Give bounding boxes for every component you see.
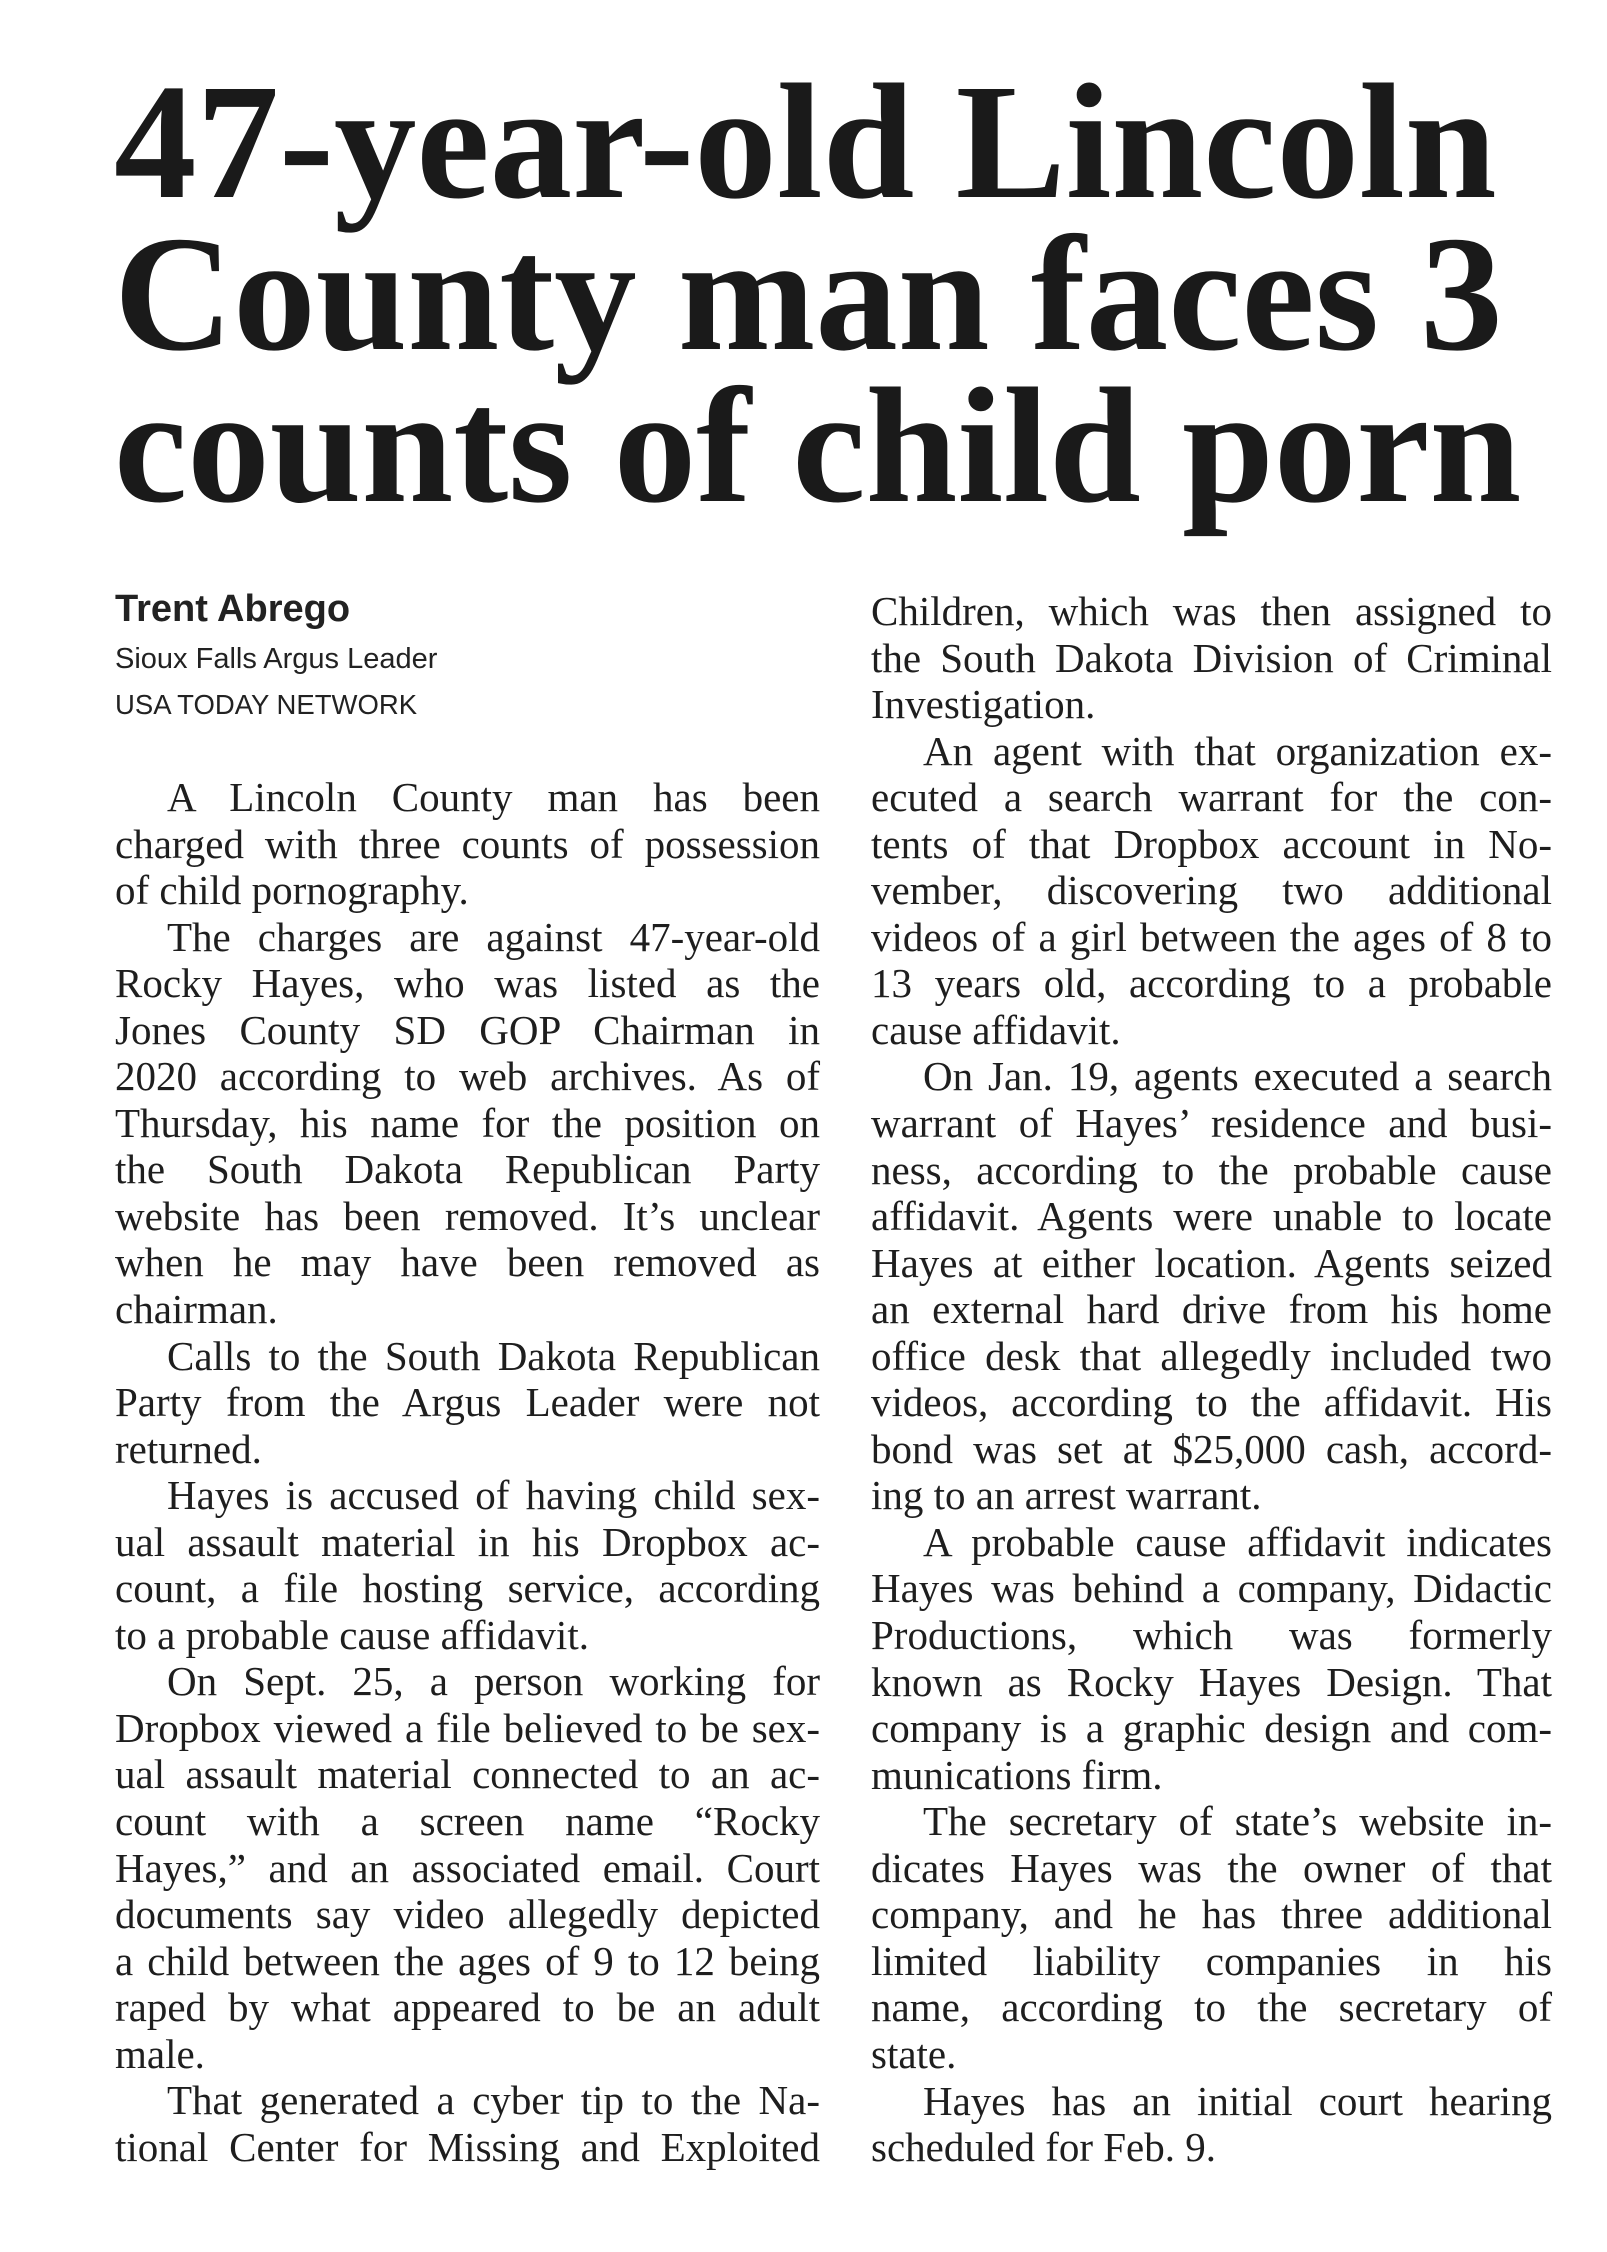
body-line: the South Dakota Republican Party: [115, 1146, 820, 1193]
body-line: returned.: [115, 1425, 262, 1472]
body-line: dicates Hayes was the owner of that: [871, 1844, 1552, 1891]
body-line: state.: [871, 2030, 957, 2077]
body-line: count, a file hosting service, according: [115, 1565, 820, 1612]
paragraph: [871, 728, 1552, 1054]
article-column-left: [115, 774, 820, 2170]
body-line: office desk that allegedly included two: [871, 1332, 1552, 1379]
body-line: videos of a girl between the ages of 8 to: [871, 913, 1552, 960]
body-line: company, and he has three additional: [871, 1891, 1552, 1938]
body-line: Productions, which was formerly: [871, 1612, 1552, 1659]
body-line: A probable cause affidavit indicates: [923, 1518, 1552, 1565]
byline-author: Trent Abrego: [115, 588, 351, 630]
byline-publication: Sioux Falls Argus Leader: [115, 643, 438, 675]
paragraph: [115, 2077, 820, 2170]
body-line: an external hard drive from his home: [871, 1286, 1552, 1333]
paragraph: [115, 1472, 820, 1658]
paragraph: [871, 1798, 1552, 2077]
paragraph-continued: [871, 588, 1552, 728]
paragraph: [115, 774, 820, 914]
body-line: That generated a cyber tip to the Na-: [167, 2077, 820, 2124]
body-line: The secretary of state’s website in-: [923, 1798, 1552, 1845]
headline-line: counts of child porn: [114, 354, 1522, 537]
body-line: munications firm.: [871, 1751, 1163, 1798]
paragraph: [871, 1053, 1552, 1518]
body-line: ecuted a search warrant for the con-: [871, 774, 1552, 821]
body-line: website has been removed. It’s unclear: [115, 1192, 820, 1239]
body-line: 2020 according to web archives. As of: [115, 1053, 820, 1100]
body-line: Rocky Hayes, who was listed as the: [115, 960, 820, 1007]
body-line: Hayes was behind a company, Didactic: [871, 1565, 1552, 1612]
body-line: vember, discovering two additional: [871, 867, 1552, 914]
body-line: Calls to the South Dakota Republican: [167, 1332, 820, 1379]
byline-network: USA TODAY NETWORK: [115, 689, 418, 720]
paragraph: [115, 1333, 820, 1473]
body-line: Children, which was then assigned to: [871, 588, 1552, 634]
body-line: the South Dakota Division of Criminal: [871, 634, 1552, 681]
body-line: Hayes,” and an associated email. Court: [115, 1844, 820, 1891]
paragraph: [871, 2078, 1552, 2171]
headline-line: 47-year-old Lincoln: [114, 50, 1497, 233]
body-line: ual assault material connected to an ac-: [115, 1751, 820, 1798]
body-line: Jones County SD GOP Chairman in: [115, 1006, 820, 1053]
body-line: scheduled for Feb. 9.: [871, 2124, 1216, 2171]
body-line: count with a screen name “Rocky: [115, 1798, 820, 1845]
body-line: Investigation.: [871, 681, 1096, 728]
body-line: ness, according to the probable cause: [871, 1146, 1552, 1193]
body-line: warrant of Hayes’ residence and busi-: [871, 1100, 1552, 1147]
body-line: Hayes at either location. Agents seized: [871, 1239, 1552, 1286]
body-line: tents of that Dropbox account in No-: [871, 820, 1552, 867]
body-line: to a probable cause affidavit.: [115, 1611, 589, 1658]
body-line: Hayes is accused of having child sex-: [167, 1472, 820, 1519]
body-line: charged with three counts of possession: [115, 820, 820, 867]
body-line: limited liability companies in his: [871, 1937, 1552, 1984]
body-line: tional Center for Missing and Exploited: [115, 2123, 820, 2170]
body-line: On Sept. 25, a person working for: [167, 1658, 820, 1705]
paragraph: [115, 914, 820, 1333]
body-line: raped by what appeared to be an adult: [115, 1984, 820, 2031]
body-line: videos, according to the affidavit. His: [871, 1379, 1552, 1426]
body-line: A Lincoln County man has been: [167, 774, 820, 820]
body-line: Dropbox viewed a file believed to be sex-: [115, 1704, 820, 1751]
body-line: chairman.: [115, 1286, 278, 1333]
body-line: ual assault material in his Dropbox ac-: [115, 1518, 820, 1565]
body-line: known as Rocky Hayes Design. That: [871, 1658, 1552, 1705]
body-line: of child pornography.: [115, 867, 469, 914]
body-line: Party from the Argus Leader were not: [115, 1379, 820, 1426]
article-column-right: [871, 588, 1552, 2171]
body-line: documents say video allegedly depicted: [115, 1891, 820, 1938]
body-line: name, according to the secretary of: [871, 1984, 1552, 2031]
body-line: a child between the ages of 9 to 12 being: [115, 1937, 820, 1984]
paragraph: [871, 1519, 1552, 1798]
body-line: bond was set at $25,000 cash, accord-: [871, 1425, 1552, 1472]
body-line: On Jan. 19, agents executed a search: [923, 1053, 1552, 1100]
body-line: cause affidavit.: [871, 1006, 1121, 1053]
body-line: 13 years old, according to a probable: [871, 960, 1552, 1007]
body-line: when he may have been removed as: [115, 1239, 820, 1286]
body-line: Thursday, his name for the position on: [115, 1099, 820, 1146]
body-line: male.: [115, 2030, 205, 2077]
body-line: An agent with that organization ex-: [923, 727, 1552, 774]
body-line: The charges are against 47-year-old: [167, 913, 820, 960]
paragraph: [115, 1658, 820, 2077]
body-line: company is a graphic design and com-: [871, 1705, 1552, 1752]
body-line: ing to an arrest warrant.: [871, 1472, 1262, 1519]
headline-line: County man faces 3: [114, 202, 1503, 385]
headline: [114, 50, 1522, 537]
body-line: affidavit. Agents were unable to locate: [871, 1193, 1552, 1240]
body-line: Hayes has an initial court hearing: [923, 2077, 1552, 2124]
